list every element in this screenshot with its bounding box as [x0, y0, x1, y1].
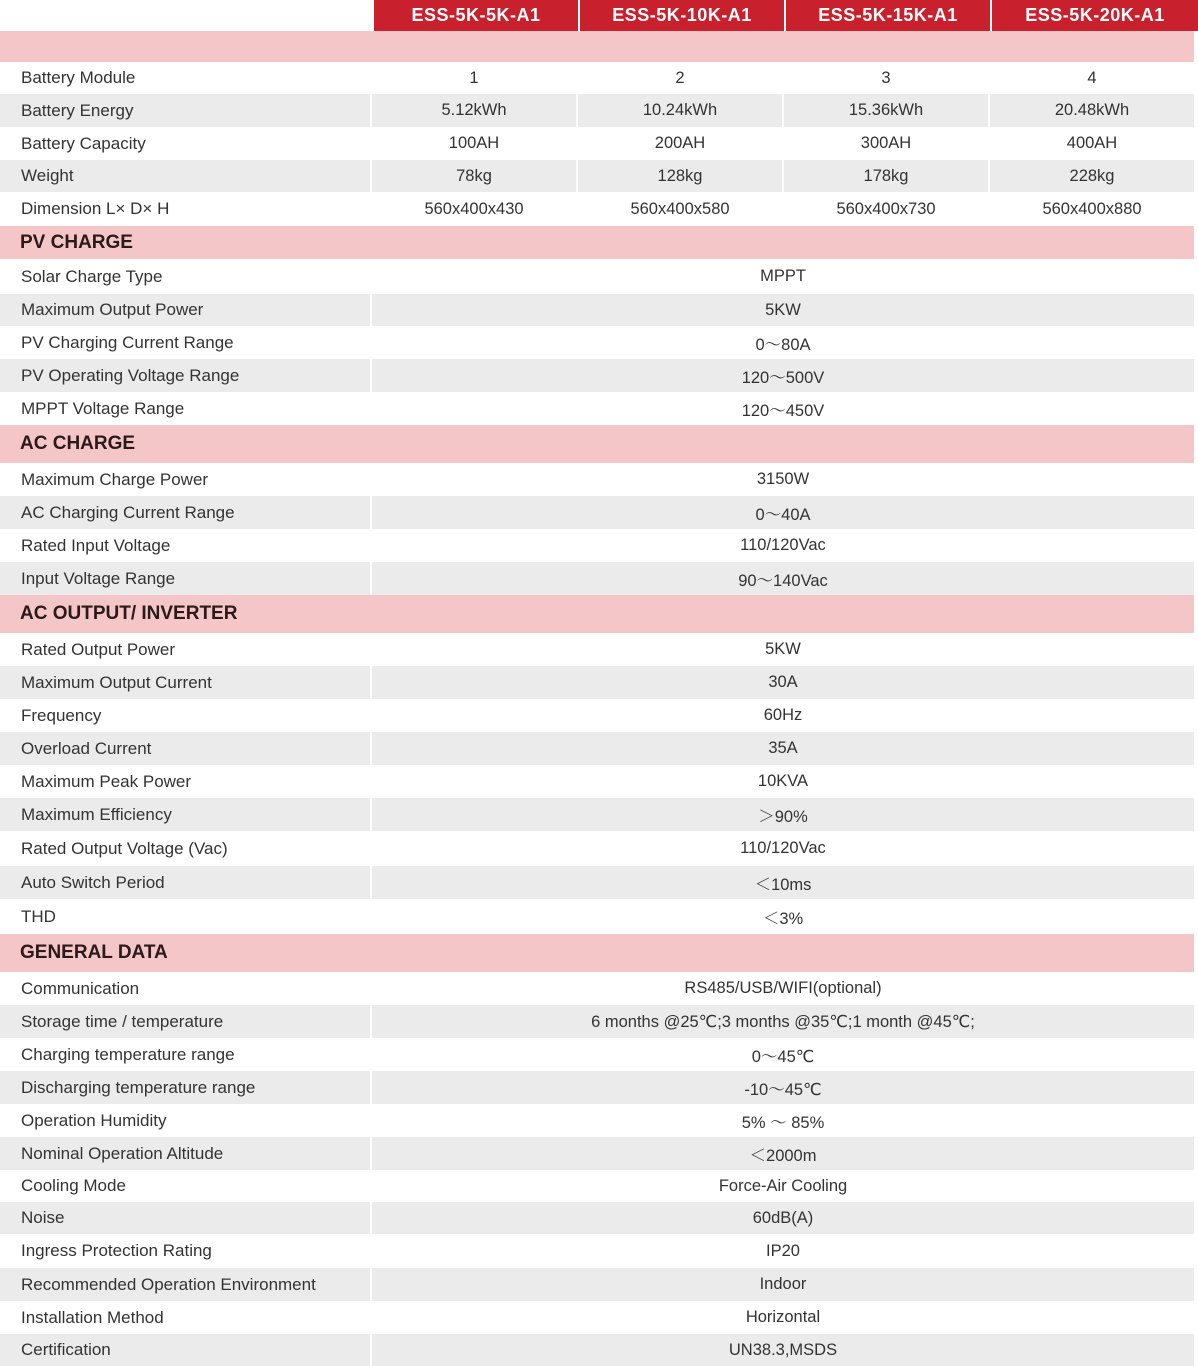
value-cell: 3	[784, 62, 990, 94]
row-label: Frequency	[0, 699, 372, 732]
value-cell: 120～500V	[372, 359, 1194, 392]
value-cell: 4	[1087, 68, 1097, 87]
value-cell: 178kg	[784, 160, 990, 192]
row-label: Charging temperature range	[0, 1038, 372, 1071]
section-header-general-data: GENERAL DATA	[0, 934, 1194, 972]
table-row	[0, 94, 1194, 127]
value-cell: 300AH	[784, 127, 990, 160]
value-cell: 6 months @25℃;3 months @35℃;1 month @45℃;	[372, 1005, 1194, 1038]
value-cell: Force-Air Cooling	[718, 1176, 848, 1195]
table-row	[0, 392, 1194, 425]
value-cell: 228kg	[990, 160, 1194, 192]
row-label: Communication	[0, 972, 372, 1005]
row-label: Rated Output Voltage (Vac)	[0, 831, 372, 866]
value-cell: 560x400x430	[372, 192, 578, 226]
value-cell: ＜10ms	[372, 866, 1194, 899]
row-label: MPPT Voltage Range	[0, 392, 372, 425]
table-row	[0, 1268, 1194, 1301]
value-cell: IP20	[766, 1241, 800, 1260]
value-cell: 560x400x580	[578, 192, 784, 226]
row-label: Ingress Protection Rating	[0, 1234, 372, 1268]
value-cell: 110/120Vac	[740, 536, 826, 554]
value-cell: 200AH	[578, 127, 784, 160]
value-cell: 120～450V	[741, 401, 825, 420]
row-label: Input Voltage Range	[0, 562, 372, 595]
table-row	[0, 972, 1194, 1005]
row-label: Dimension L× D× H	[0, 192, 372, 226]
value-cell: 1	[372, 62, 578, 94]
value-cell: 10.24kWh	[578, 94, 784, 127]
value-cell: UN38.3,MSDS	[372, 1334, 1194, 1366]
value-cell: 560x400x880	[1042, 199, 1142, 218]
value-cell: MPPT	[760, 267, 806, 285]
row-label: Maximum Peak Power	[0, 765, 372, 798]
value-cell: 110/120Vac	[740, 839, 826, 857]
row-label: Certification	[0, 1334, 372, 1366]
value-cell: 35A	[372, 732, 1194, 765]
row-label: PV Charging Current Range	[0, 326, 372, 359]
value-cell: 60dB(A)	[372, 1202, 1194, 1234]
value-cell: 0～40A	[372, 496, 1194, 529]
model-header-4: ESS-5K-20K-A1	[990, 0, 1198, 31]
row-label: Rated Output Power	[0, 633, 372, 666]
value-cell: 60Hz	[763, 706, 803, 724]
value-cell: RS485/USB/WIFI(optional)	[684, 979, 882, 997]
model-header-1: ESS-5K-5K-A1	[372, 0, 578, 31]
value-cell: 5.12kWh	[372, 94, 578, 127]
table-row	[0, 866, 1194, 899]
table-row	[0, 899, 1194, 934]
row-label: Battery Module	[0, 62, 372, 94]
table-row	[0, 62, 1194, 94]
row-label: Operation Humidity	[0, 1104, 372, 1137]
row-label: Noise	[0, 1202, 372, 1234]
table-row	[0, 259, 1194, 294]
row-label: Discharging temperature range	[0, 1071, 372, 1104]
value-cell: 128kg	[578, 160, 784, 192]
value-cell: ＜3%	[762, 909, 804, 928]
table-row	[0, 1137, 1194, 1170]
table-row	[0, 666, 1194, 699]
row-label: Cooling Mode	[0, 1170, 372, 1202]
section-header-ac-output: AC OUTPUT/ INVERTER	[0, 595, 1194, 633]
value-cell: 90～140Vac	[372, 562, 1194, 595]
value-cell: 30A	[372, 666, 1194, 699]
table-row	[0, 1234, 1194, 1268]
table-row	[0, 1301, 1194, 1334]
table-row	[0, 1005, 1194, 1038]
section-header-ac-charge: AC CHARGE	[0, 425, 1194, 463]
row-label: Auto Switch Period	[0, 866, 372, 899]
value-cell: 5KW	[372, 294, 1194, 326]
row-label: Maximum Output Power	[0, 294, 372, 326]
value-cell: 3150W	[756, 470, 810, 488]
table-row	[0, 765, 1194, 798]
value-cell: 100AH	[372, 127, 578, 160]
value-cell: 10KVA	[757, 772, 809, 790]
table-row	[0, 1202, 1194, 1234]
model-header-3: ESS-5K-15K-A1	[784, 0, 990, 31]
row-label: Battery Capacity	[0, 127, 372, 160]
row-label: Battery Energy	[0, 94, 372, 127]
value-cell: ＞90%	[372, 798, 1194, 831]
table-row	[0, 192, 1194, 226]
value-cell: 400AH	[1066, 134, 1118, 152]
row-label: Recommended Operation Environment	[0, 1268, 372, 1301]
row-label: Overload Current	[0, 732, 372, 765]
header-spacer-bar	[0, 31, 1194, 62]
table-row	[0, 359, 1194, 392]
row-label: Installation Method	[0, 1301, 372, 1334]
value-cell: ＜2000m	[372, 1137, 1194, 1170]
table-row	[0, 160, 1194, 192]
value-cell: 2	[578, 62, 784, 94]
value-cell: 0～80A	[755, 335, 811, 354]
value-cell: 15.36kWh	[784, 94, 990, 127]
table-row	[0, 699, 1194, 732]
table-row	[0, 798, 1194, 831]
row-label: Maximum Efficiency	[0, 798, 372, 831]
model-header-2: ESS-5K-10K-A1	[578, 0, 784, 31]
table-row	[0, 732, 1194, 765]
table-row	[0, 496, 1194, 529]
row-label: Weight	[0, 160, 372, 192]
value-cell: 0～45℃	[751, 1047, 815, 1066]
header-blank-cell	[0, 0, 372, 31]
row-label: Solar Charge Type	[0, 259, 372, 294]
table-row	[0, 1071, 1194, 1104]
value-cell: 560x400x730	[784, 192, 990, 226]
table-row	[0, 1038, 1194, 1071]
table-row	[0, 294, 1194, 326]
row-label: Rated Input Voltage	[0, 529, 372, 562]
section-header-pv-charge: PV CHARGE	[0, 226, 1194, 259]
table-row	[0, 831, 1194, 866]
table-row	[0, 562, 1194, 595]
table-row	[0, 127, 1194, 160]
row-label: Maximum Output Current	[0, 666, 372, 699]
value-cell: 5KW	[765, 640, 801, 658]
value-cell: 5% ～ 85%	[741, 1113, 825, 1132]
table-row	[0, 529, 1194, 562]
value-cell: 78kg	[372, 160, 578, 192]
value-cell: 20.48kWh	[990, 94, 1194, 127]
row-label: PV Operating Voltage Range	[0, 359, 372, 392]
value-cell: -10～45℃	[372, 1071, 1194, 1104]
row-label: AC Charging Current Range	[0, 496, 372, 529]
row-label: Nominal Operation Altitude	[0, 1137, 372, 1170]
model-header-row	[0, 0, 1198, 31]
table-row	[0, 463, 1194, 496]
value-cell: Horizontal	[745, 1308, 821, 1326]
table-row	[0, 633, 1194, 666]
table-row	[0, 1104, 1194, 1137]
row-label: THD	[0, 899, 372, 934]
table-row	[0, 1170, 1194, 1202]
table-row	[0, 1334, 1194, 1366]
row-label: Maximum Charge Power	[0, 463, 372, 496]
table-row	[0, 326, 1194, 359]
value-cell: Indoor	[372, 1268, 1194, 1301]
row-label: Storage time / temperature	[0, 1005, 372, 1038]
